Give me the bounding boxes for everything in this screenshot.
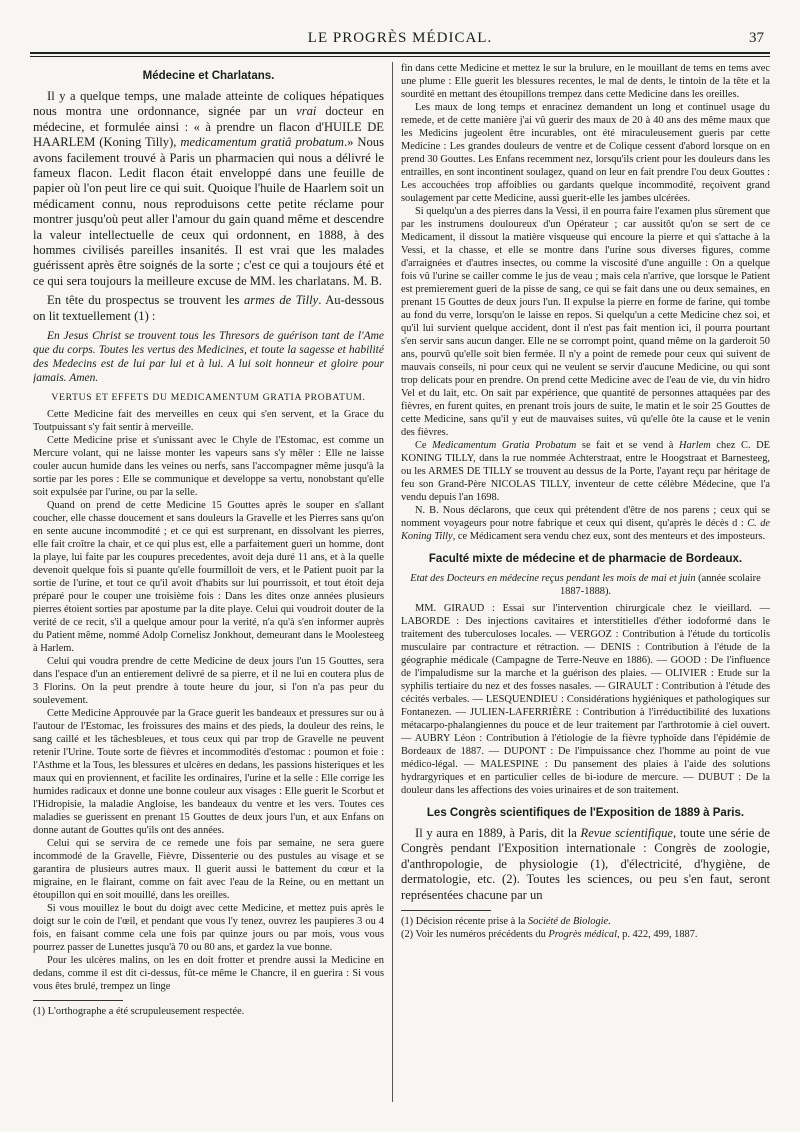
body-paragraph: fin dans cette Medicine et mettez le sur la brulure, en le mouillant de tems en tems avec une plume : Elle guerit les blessures recentes, le mal de dents, le tintoin de la tête et la sourdité en mettant des étoupillons trempez dans cette Medicine dans les oreilles. bbox=[401, 63, 770, 100]
body-paragraph: Les maux de long temps et enracinez demandent un long et continuel usage du remede, et de cette manière j'ai vû guerir des maux de 20 à 40 ans des même maux que les Medicins jugeolent être incurables, ont été miraculeusement gueris par cette Medicine : Les grandes douleurs de ventre et de Colique cessent d'abord lorsque on en prend 30 Gouttes. Les Enfans recemment nez, lorsqu'ils crient pour les douleurs dans les entrailles, en sont incontinent soulagez, quand on leur en fait prendre l'ou deux Gouttes : Les accouchées trop affoiblies ou gardants quelque incommodité, reçoivent grand soulagement par cette Medicine, aussi guerit-elle les jambes ulcérées. bbox=[401, 102, 770, 204]
motto: En Jesus Christ se trouvent tous les Thresors de guérison tant de l'Ame que du corps. Toutes les vertus des Medicines, et toute la sagesse et habilité des Medecins est de lui par lui et à lui. A lui soit honneur et gloire pour jamais. Amen. bbox=[33, 330, 384, 385]
footnote: (1) L'orthographe a été scrupuleusement respectée. bbox=[33, 1006, 245, 1018]
body-paragraph: Celui qui voudra prendre de cette Medicine de deux jours l'un 15 Gouttes, sera dans l'espace d'un an entierement delivré de sa pierre, et il ne lui en coutera plus de 3 Florins. On la peut prendre à toute heure du jour, si l'on n'a pas peur du soulevement. bbox=[33, 656, 384, 707]
body-paragraph: Si quelqu'un a des pierres dans la Vessi, il en pourra faire l'examen plus sûrement que par les instrumens douloureux d'un Opérateur ; car aussitôt qu'on se sert de ce Medicament, il dissout la matière visqueuse qui encoure la pierre et qui s'attache à la Vessi, et la chasse, et elle se montre dans l'urine sous diverses figures, comme d'arraignées et d'autres insectes, ou comme la viscosité d'une anguille : On a quelque fois vû l'urine se cailler comme le jus de veau ; mais cela n'arrive, que lorsque le Patient est premierement gueri de la pisse de sang, ce qui se fait dans une ou deux semaines, en prenant 15 Gouttes de deux jours l'un. Il expulse la pierre en forme de farine, qui tombe au fond du verre, lorsqu'on le laisse en repos. Si quelqu'un a cette Medicine chez soi, et qu'il lui survient quelque accident, dont il n'est pas fait mention ici, il pourra pourtant s'en servir sans aucun danger. Elle ne se corrompt point, quand même on la garderoit 50 ans, pourvû qu'elle soit bien fermée. Il n'y a point de remede pour ceux qui suivent de mauvais conseils, ni pour ceux qui ne veulent se servir d'aucune Medicine, ou qui sont trop delicats pour en prendre. On prend cette Medicine avec de l'eau de vie, du vin hidro Vel et du lait, etc. On sait par expérience, que quantité de personnes attaquées par des fièvres, en furent quites, en prenant trois jours de suite, le matin et le soir 25 Gouttes de cette Medicine, sans qu'il y eut de mauvaises suites, vû qu'elle ôte la cause et le venin des fièvres. bbox=[401, 206, 770, 438]
section-subtitle-bordeaux: Etat des Docteurs en médecine reçus pendant les mois de mai et juin (année scolaire 1887-1888). bbox=[410, 573, 761, 597]
nb-paragraph: N. B. Nous déclarons, que ceux qui prétendent d'être de nos parens ; ceux qui se nomment voyageurs pour notre fabrique et ceux qui disent, qu'après le décès d : C. de Koning Tilly, ce Médicament sera vendu chez eux, sont des menteurs et des imposteurs. bbox=[401, 505, 770, 542]
footnote: (1) Décision récente prise à la Société de Biologie. bbox=[401, 916, 611, 928]
vendor-paragraph: Ce Medicamentum Gratia Probatum se fait et se vend à Harlem chez C. DE KONING TILLY, dans la rue nommée Achterstraat, entre le Hoogstraat et Barnesteeg, ou les ARMES DE TILLY se trouvent au dessus de la Porte, l'ayant reçu par héritage de feu son Grand-Père NICOLAS TILLY, inventeur de cette célèbre Médecine, que l'a vendu depuis l'an 1698. bbox=[401, 440, 770, 503]
congres-paragraph: Il y aura en 1889, à Paris, dit la Revue scientifique, toute une série de Congrès pendant l'Exposition internationale : Congrès de zoologie, d'anthropologie, de physiologie (1), d'électricité, d'hygiène, de dermatologie, etc. (2). Toutes les sciences, ou peu s'en faut, seront représentées chacune par un bbox=[401, 826, 770, 902]
prospectus-subtitle: VERTUS ET EFFETS DU MEDICAMENTUM GRATIA PROBATUM. bbox=[51, 392, 366, 404]
page-number: 37 bbox=[749, 30, 764, 46]
header-rule bbox=[30, 52, 770, 54]
left-column bbox=[33, 62, 384, 1102]
body-paragraph: Si vous mouillez le bout du doigt avec cette Medicine, et mettez puis après le doigt sur le coin de l'œil, et pendant que vous l'y tenez, ouvrez les paupieres 3 ou 4 fois, en faisant comme cela une fois par quinze jours ou par mois, vous vous pourrez passer de Lunettes jusqu'à 70 ou 80 ans, et gardez la vue bonne. bbox=[33, 903, 384, 954]
header-rule-thin bbox=[30, 56, 770, 57]
section-title-bordeaux: Faculté mixte de médecine et de pharmacie de Bordeaux. bbox=[428, 553, 743, 565]
body-paragraph: Cette Medicine Approuvée par la Grace guerit les bandeaux et pressures sur ou à l'autour de l'Estomac, les froissures des mains et des pieds, la douleur des reins, le sang caillé et les tâchesbleues, et tous ceux qui par trop de Gravelle ne peuvent retenir l'Urine. Toute sorte de fièvres et incommodités d'estomac : poumon et foie : l'Asthme et la Tous, les blessures et ulcères en dedans, les passions histeriques et les maux qui en proviennent, et facilite les ordinaires, l'urine et la selle : Elle corrige les humides radicaux et donne une bonne couleur aux visages : Elle guerit le Scorbut et l'Hidropisie, la maladie Angloise, les bandeaux du ventre et les vers. Toutes ces maladies se guerissent en prenant 15 Gouttes de deux jours l'un, et aux Enfans on donne autant de Gouttes qu'ils ont des années. bbox=[33, 708, 384, 837]
footnote: (2) Voir les numéros précédents du Progrès médical, p. 422, 499, 1887. bbox=[401, 929, 698, 941]
body-paragraph: Cette Medicine fait des merveilles en ceux qui s'en servent, et la Grace du Toutpuissant s'y fait sentir à merveille. bbox=[33, 409, 384, 434]
column-divider bbox=[392, 62, 393, 1102]
body-paragraph: Quand on prend de cette Medicine 15 Gouttes après le souper en s'allant coucher, elle chasse doucement et sans douleurs la Gravelle et les Pierres sans qu'on en sente aucune incommodité ; et ce qui est surprenant, en dissolvant les pierres, elle fait croître la chair, et ce qui plus est, elle a parfaitement gueri un homme, dont la playe, lui faite par les coupures precedentes, avoit deja duré 11 ans, et à la quelle devenoit quelque fois si puante qu'elle fourmilloit de vers, et le Patient puoit par la sortie de l'urine, et tout ce qu'il avoit d'habits sur lui pourrissoit, et tout étoit deja préparé pour le couper une troisième fois : Dans les dites onze années plusieurs pierres étoient sorties par apostume par la dite playe. Celui qui voudroit douter de la verité de ce recit, s'il a quelque amour pour la verité, n'a qu'à s'en informer auprès du Patient même, nommé Adolp Cornelisz Jonkhout, demeurant dans le Moolesteeg à Harlem. bbox=[33, 500, 384, 655]
body-paragraph: Celui qui se servira de ce remede une fois par semaine, ne sera guere incommodé de la Gravelle, Fièvre, Dissenterie ou des pustules au visage et se garantira de plusieurs autres maux. Il guerit aussi le battement du cœur et la migraine, en le flairant, comme on fait avec l'eau de la Reine, ou en mettant un étoupillon qui en soit mouillé, dans les oreilles. bbox=[33, 838, 384, 902]
intro-paragraph: Il y a quelque temps, une malade atteinte de coliques hépatiques nous montra une ordonnance, signée par un vrai docteur en médecine, et formulée ainsi : « à prendre un flacon d'HUILE DE HAARLEM (Koning Tilly), medicamentum gratiâ probatum.» Nous avons facilement trouvé à Paris un pharmacien qui nous a délivré le fameux flacon. Ledit flacon était enveloppé dans une feuille de papier où l'on peut lire ce qui suit. Quoique l'huile de Haarlem soit un médicament connu, nous reproduisons cette petite réclame pour montrer jusqu'où peut aller l'amour du gain quand même et descendre la valeur intellectuelle de ceux qui ordonnent, en 1888, à des hommes civilisés pareilles insanités. Il est vrai que les malades guérissent après être soignés de la sorte ; c'est ce qui a toujours été et ce qui sera toujours la meilleure excuse de MM. les charlatans. M. B. bbox=[33, 89, 384, 288]
footnote-rule bbox=[33, 1000, 123, 1001]
section-title-congres: Les Congrès scientifiques de l'Exposition de 1889 à Paris. bbox=[426, 807, 745, 819]
doctors-list: MM. GIRAUD : Essai sur l'intervention chirurgicale chez le vieillard. — LABORDE : Des injections cavitaires et interstitielles d'éther iodoformé dans le traitement des tuberculoses locales. — VERGOZ : Contribution à l'étude du torticolis musculaire par contracture et rétraction. — DENIS : Contribution à l'étude de la géographie médicale (Campagne de Terre-Neuve en 1886). — GOOD : De l'influence de l'impaludisme sur la marche et la guérison des plaies. — OLIVIER : Etude sur la syphilis tertiaire du nez et des fosses nasales. — GIRAULT : Contribution à l'étude des cécités verbales. — LESQUENDIEU : Considérations hygiéniques et pathologiques sur Fontanezen. — JULIEN-LAFERRIÈRE : Contribution à l'irréductibilité des luxations métacarpo-phalangiennes du pouce et de leur traitement par l'arthrotomie à ciel ouvert. — AUBRY Léon : Contribution à l'étiologie de la fièvre typhoïde dans l'épidémie de Bordeaux de 1887. — DUPONT : De l'impuissance chez l'homme au point de vue médico-légal. — MALESPINE : Du pansement des plaies à l'aide des solutions hydrargyriques et en particulier celles de bi-iodure de mercure. — DUBUT : De la douleur dans les affections des voies urinaires et de son traitement. bbox=[401, 603, 770, 796]
footnote-rule bbox=[401, 910, 491, 911]
body-paragraph: Pour les ulcères malins, on les en doit frotter et prendre aussi la Medicine en dedans, comme il est dit ci-dessus, fût-ce même le Chancre, il en guerira : Si vous vous êtes brulé, trempez un linge bbox=[33, 955, 384, 993]
journal-title: LE PROGRÈS MÉDICAL. bbox=[307, 30, 493, 46]
prospectus-paragraph: En tête du prospectus se trouvent les armes de Tilly. Au-dessous on lit textuellement (1) : bbox=[33, 293, 384, 323]
article-title: Médecine et Charlatans. bbox=[142, 70, 275, 82]
body-paragraph: Cette Medicine prise et s'unissant avec le Chyle de l'Estomac, est comme un Mercure volant, qui ne laisse monter les vapeurs sans s'y mêler : Elle ne laisse couler aucun humide dans les veines ou nerfs, sans l'accompagner même jusqu'à la sortie par les pores : Elle se communique et developpe sa vertu, nonobstant qu'elle soit expulsée par l'urine, ou par la selle. bbox=[33, 435, 384, 499]
right-column bbox=[401, 62, 770, 1102]
